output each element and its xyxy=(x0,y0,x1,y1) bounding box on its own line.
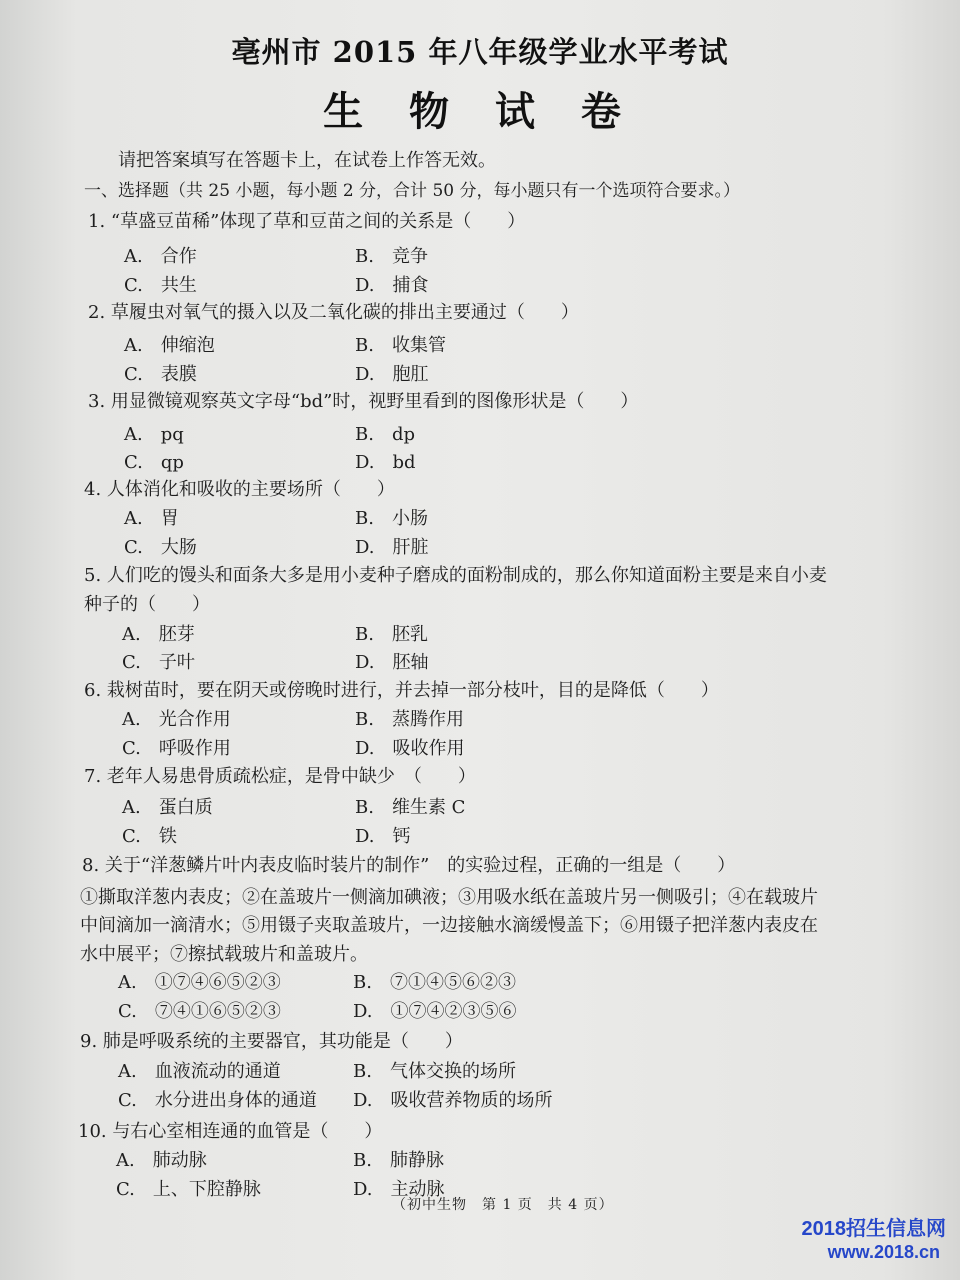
question-1-option-b: B. 竞争 xyxy=(355,246,428,267)
question-4-option-a: A. 胃 xyxy=(124,508,179,529)
question-4-option-b: B. 小肠 xyxy=(355,508,428,529)
question-5-option-b: B. 胚乳 xyxy=(355,624,428,645)
question-7-stem: 7. 老年人易患骨质疏松症，是骨中缺少 （ ） xyxy=(84,766,476,787)
section-heading: 一、选择题（共 25 小题，每小题 2 分，合计 50 分，每小题只有一个选项符合要求。） xyxy=(84,181,741,201)
question-6-option-d: D. 吸收作用 xyxy=(355,738,465,759)
question-8-stem-line-2: ①撕取洋葱内表皮；②在盖玻片一侧滴加碘液；③用吸水纸在盖玻片另一侧吸引；④在载玻片 xyxy=(80,887,818,908)
question-8-stem-line-1: 8. 关于“洋葱鳞片叶内表皮临时装片的制作” 的实验过程，正确的一组是（ ） xyxy=(82,855,736,876)
question-6-stem: 6. 栽树苗时，要在阴天或傍晚时进行，并去掉一部分枝叶，目的是降低（ ） xyxy=(84,680,719,701)
question-4-option-c: C. 大肠 xyxy=(124,537,197,558)
question-7-option-d: D. 钙 xyxy=(355,826,411,847)
question-7-option-c: C. 铁 xyxy=(122,826,177,847)
question-7-option-a: A. 蛋白质 xyxy=(122,797,213,818)
question-3-option-a: A. pq xyxy=(124,424,184,445)
question-2-option-d: D. 胞肛 xyxy=(355,364,429,385)
question-3-stem: 3. 用显微镜观察英文字母“bd”时，视野里看到的图像形状是（ ） xyxy=(88,391,639,412)
question-3-option-c: C. qp xyxy=(124,452,184,473)
question-5-option-d: D. 胚轴 xyxy=(355,652,429,673)
question-8-option-a: A. ①⑦④⑥⑤②③ xyxy=(118,972,281,993)
question-3-option-d: D. bd xyxy=(355,452,416,473)
question-8-stem-line-3: 中间滴加一滴清水；⑤用镊子夹取盖玻片，一边接触水滴缓慢盖下；⑥用镊子把洋葱内表皮在 xyxy=(80,915,818,936)
question-4-stem: 4. 人体消化和吸收的主要场所（ ） xyxy=(84,479,395,500)
question-9-stem: 9. 肺是呼吸系统的主要器官，其功能是（ ） xyxy=(80,1031,463,1052)
site-watermark: 2018招生信息网 xyxy=(801,1218,946,1240)
question-5-option-a: A. 胚芽 xyxy=(122,624,195,645)
question-10-option-d: D. 主动脉 xyxy=(353,1179,445,1200)
question-2-option-c: C. 表膜 xyxy=(124,364,197,385)
question-3-option-b: B. dp xyxy=(355,424,415,445)
question-2-stem: 2. 草履虫对氧气的摄入以及二氧化碳的排出主要通过（ ） xyxy=(88,302,579,323)
exam-subtitle: 生 物 试 卷 xyxy=(323,88,637,135)
question-6-option-a: A. 光合作用 xyxy=(122,709,231,730)
question-10-stem: 10. 与右心室相连通的血管是（ ） xyxy=(78,1121,383,1142)
question-8-stem-line-4: 水中展平；⑦擦拭载玻片和盖玻片。 xyxy=(80,944,368,965)
question-5-stem-line-1: 5. 人们吃的馒头和面条大多是用小麦种子磨成的面粉制成的，那么你知道面粉主要是来自小麦 xyxy=(84,565,827,586)
question-2-option-b: B. 收集管 xyxy=(355,335,446,356)
question-10-option-a: A. 肺动脉 xyxy=(116,1150,207,1171)
site-url-watermark: www.2018.cn xyxy=(827,1242,940,1262)
question-1-option-a: A. 合作 xyxy=(124,246,197,267)
question-9-option-b: B. 气体交换的场所 xyxy=(353,1061,516,1082)
question-9-option-d: D. 吸收营养物质的场所 xyxy=(353,1090,553,1111)
question-2-option-a: A. 伸缩泡 xyxy=(124,335,215,356)
question-7-option-b: B. 维生素 C xyxy=(355,797,466,818)
question-9-option-c: C. 水分进出身体的通道 xyxy=(118,1090,317,1111)
question-1-option-d: D. 捕食 xyxy=(355,275,429,296)
question-10-option-c: C. 上、下腔静脉 xyxy=(116,1179,261,1200)
question-5-option-c: C. 子叶 xyxy=(122,652,195,673)
exam-title: 亳州市 2015 年八年级学业水平考试 xyxy=(231,35,729,69)
question-8-option-b: B. ⑦①④⑤⑥②③ xyxy=(353,972,516,993)
question-9-option-a: A. 血液流动的通道 xyxy=(118,1061,281,1082)
question-8-option-c: C. ⑦④①⑥⑤②③ xyxy=(118,1001,281,1022)
question-5-stem-line-2: 种子的（ ） xyxy=(84,594,210,615)
question-10-option-b: B. 肺静脉 xyxy=(353,1150,444,1171)
question-6-option-c: C. 呼吸作用 xyxy=(122,738,231,759)
question-4-option-d: D. 肝脏 xyxy=(355,537,429,558)
question-1-stem: 1. “草盛豆苗稀”体现了草和豆苗之间的关系是（ ） xyxy=(88,211,526,232)
question-6-option-b: B. 蒸腾作用 xyxy=(355,709,464,730)
question-8-option-d: D. ①⑦④②③⑤⑥ xyxy=(353,1001,517,1022)
answer-notice: 请把答案填写在答题卡上，在试卷上作答无效。 xyxy=(118,150,496,171)
question-1-option-c: C. 共生 xyxy=(124,275,197,296)
page-footer: （初中生物 第 1 页 共 4 页） xyxy=(392,1197,614,1213)
